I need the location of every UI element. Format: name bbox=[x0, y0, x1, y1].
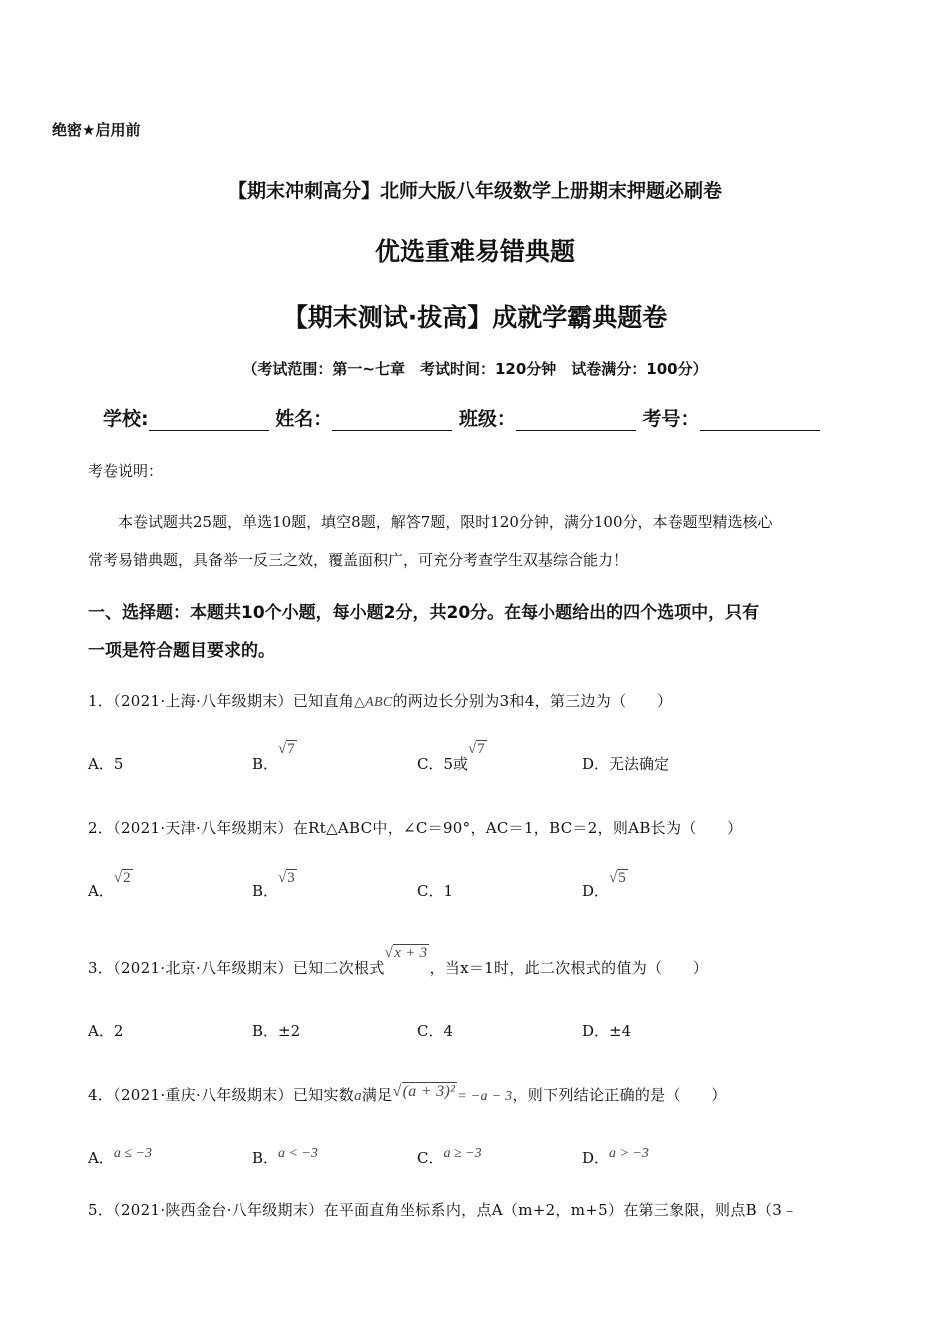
question-3: 3．（2021·北京·八年级期末）已知二次根式√x + 3，当x＝1时，此二次根式的值为（ ） bbox=[88, 945, 709, 977]
number-blank[interactable] bbox=[700, 408, 820, 431]
paper-title: 【期末冲刺高分】北师大版八年级数学上册期末押题必刷卷 bbox=[227, 180, 722, 202]
sqrt-7: √7 bbox=[278, 741, 295, 757]
sqrt-5: √5 bbox=[609, 870, 626, 886]
math-rhs: = −a − 3 bbox=[457, 1089, 513, 1104]
question-2: 2．（2021·天津·八年级期末）在Rt△ABC中，∠C＝90°，AC＝1，BC＝2，则AB长为（ ） bbox=[88, 819, 743, 837]
q3-option-d[interactable]: D．±4 bbox=[582, 1022, 632, 1040]
section-heading-2: 一项是符合题目要求的。 bbox=[88, 641, 275, 661]
question-4: 4．（2021·重庆·八年级期末）已知实数a满足√(a + 3)² = −a − 3，则下列结论正确的是（ ） bbox=[88, 1083, 727, 1104]
q2-option-b[interactable]: B．√3 bbox=[252, 870, 295, 900]
q2-option-a[interactable]: A．√2 bbox=[88, 870, 131, 900]
exam-info: （考试范围：第一~七章 考试时间：120分钟 试卷满分：100分） bbox=[242, 360, 708, 378]
question-1: 1．（2021·上海·八年级期末）已知直角△ABC的两边长分别为3和4，第三边为（ ） bbox=[88, 692, 673, 710]
q1-option-c[interactable]: C．5或√7 bbox=[417, 741, 485, 773]
q4-option-b[interactable]: B．a < −3 bbox=[252, 1146, 318, 1167]
name-label: 姓名： bbox=[275, 408, 333, 430]
sqrt-x-plus-3: √x + 3 bbox=[384, 945, 428, 961]
q3-option-a[interactable]: A．2 bbox=[88, 1022, 124, 1040]
paper-subtitle: 优选重难易错典题 bbox=[374, 237, 575, 266]
instructions-line-1: 本卷试题共25题，单选10题，填空8题，解答7题，限时120分钟，满分100分，本卷题型精选核心 bbox=[118, 513, 773, 531]
number-label: 考号： bbox=[642, 408, 700, 430]
q2-option-d[interactable]: D．√5 bbox=[582, 870, 626, 900]
q1-option-a[interactable]: A．5 bbox=[88, 755, 124, 773]
q4-option-d[interactable]: D．a > −3 bbox=[582, 1146, 649, 1167]
math-a: a bbox=[354, 1088, 362, 1104]
instructions-heading: 考卷说明： bbox=[88, 462, 164, 480]
school-label: 学校: bbox=[103, 408, 149, 430]
question-5: 5．（2021·陕西金台·八年级期末）在平面直角坐标系内，点A（m+2，m+5）在第三象限，则点B（3﹣ bbox=[88, 1201, 798, 1219]
q4-option-a[interactable]: A．a ≤ −3 bbox=[88, 1146, 152, 1167]
confidential-label: 绝密★启用前 bbox=[52, 121, 141, 139]
class-label: 班级： bbox=[458, 408, 516, 430]
sqrt-3: √3 bbox=[278, 870, 295, 886]
q3-option-c[interactable]: C．4 bbox=[417, 1022, 454, 1040]
paper-subtitle-2: 【期末测试·拔高】成就学霸典题卷 bbox=[282, 303, 668, 332]
sqrt-7: √7 bbox=[468, 741, 485, 757]
q2-option-c[interactable]: C．1 bbox=[417, 882, 454, 900]
student-info-row bbox=[103, 404, 820, 431]
sqrt-a-plus-3-squared: √(a + 3)² bbox=[392, 1083, 456, 1100]
school-blank[interactable] bbox=[149, 408, 269, 431]
name-blank[interactable] bbox=[332, 408, 452, 431]
section-heading: 一、选择题：本题共10个小题，每小题2分，共20分。在每小题给出的四个选项中，只有 bbox=[88, 603, 760, 623]
q3-option-b[interactable]: B．±2 bbox=[252, 1022, 301, 1040]
q4-option-c[interactable]: C．a ≥ −3 bbox=[417, 1146, 482, 1167]
sqrt-2: √2 bbox=[113, 870, 131, 886]
instructions-line-2: 常考易错典题，具备举一反三之效，覆盖面积广，可充分考查学生双基综合能力！ bbox=[88, 551, 629, 569]
q1-option-d[interactable]: D．无法确定 bbox=[582, 755, 670, 773]
q1-option-b[interactable]: B．√7 bbox=[252, 741, 295, 773]
math-triangle-abc: △ABC bbox=[354, 695, 393, 710]
class-blank[interactable] bbox=[516, 408, 636, 431]
